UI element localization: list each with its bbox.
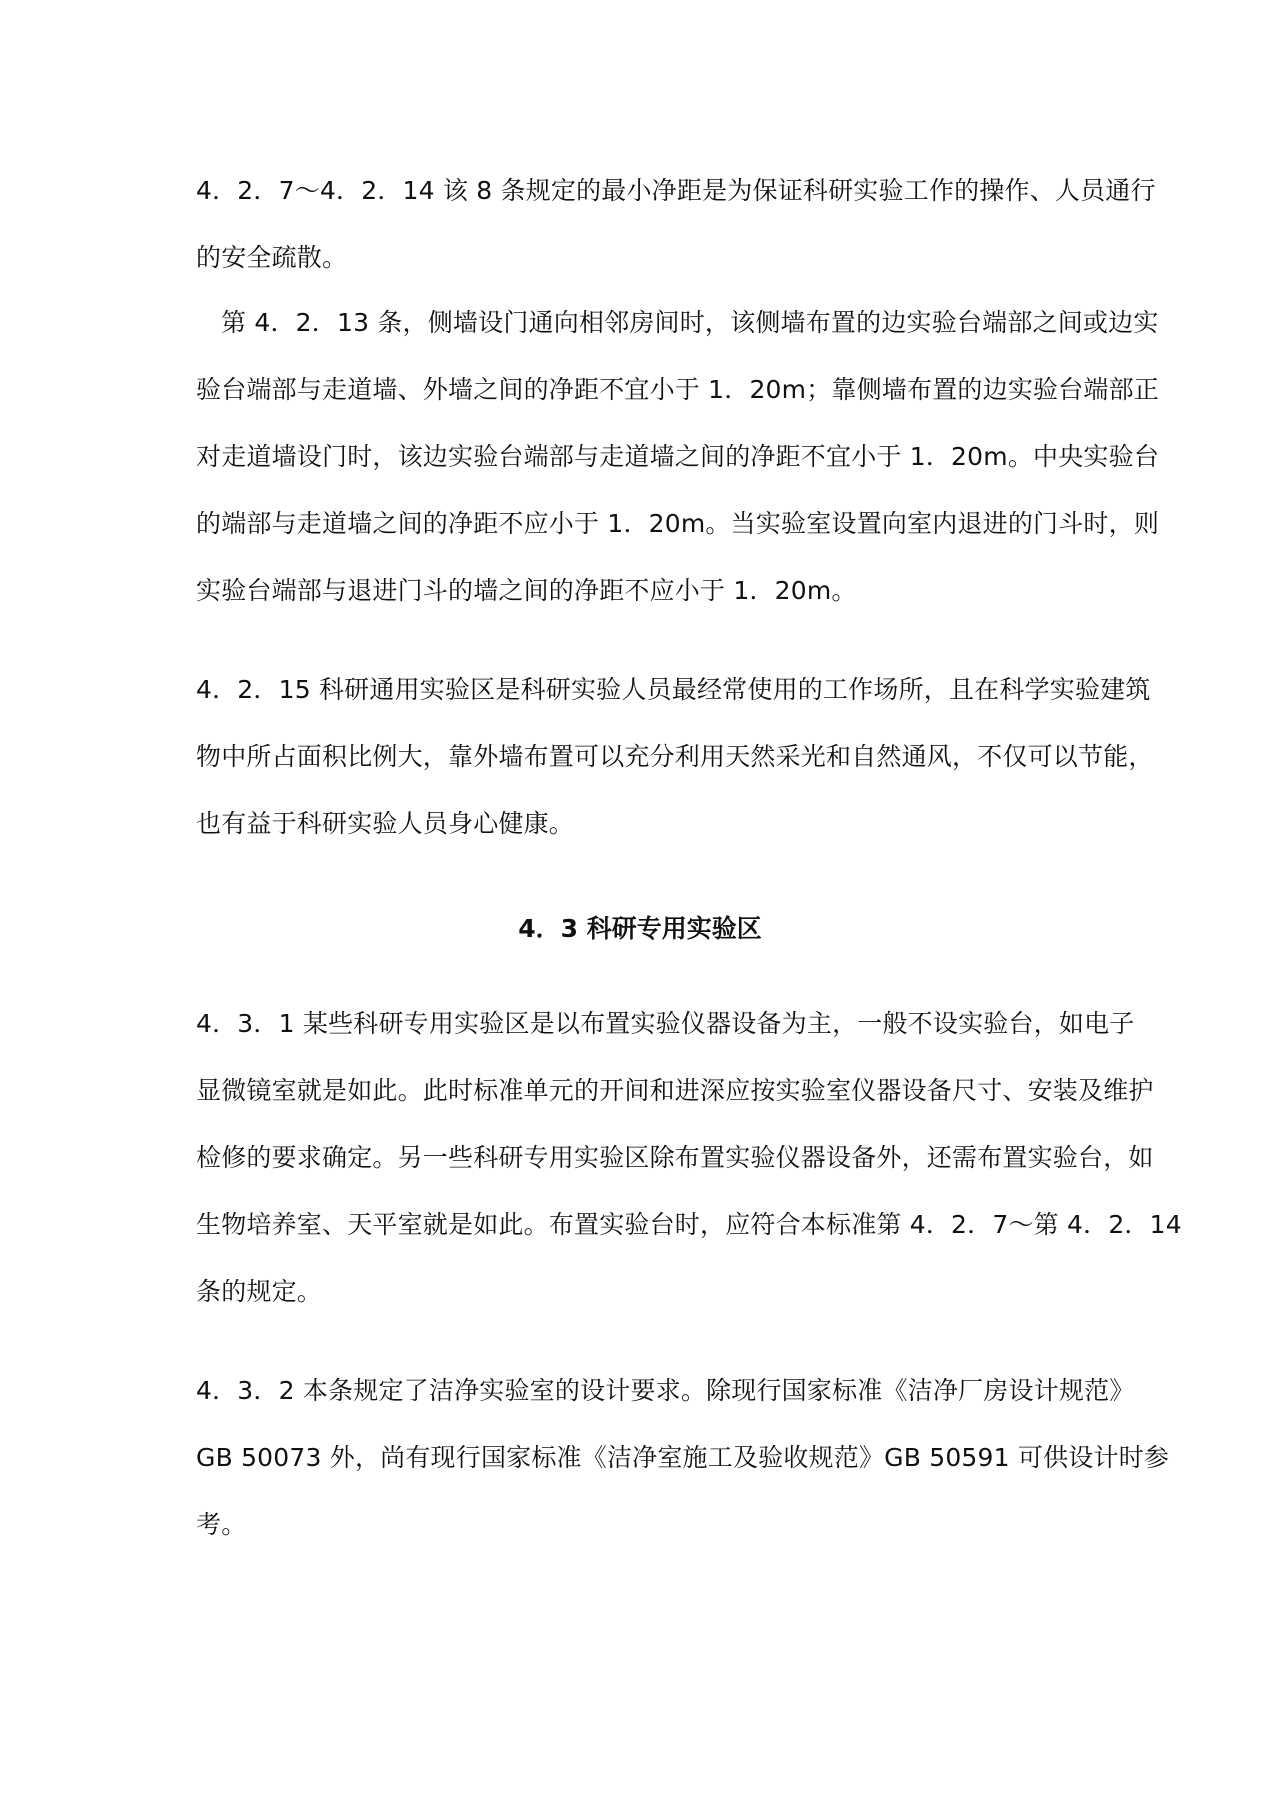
text-line: 验台端部与走道墙、外墙之间的净距不宜小于 1．20m；靠侧墙布置的边实验台端部正 (196, 375, 1160, 404)
text-line: GB 50073 外，尚有现行国家标准《洁净室施工及验收规范》GB 50591 可供设计时参 (196, 1443, 1170, 1472)
section-heading: 4．3 科研专用实验区 (518, 914, 762, 943)
paragraph-4-2-15 (196, 656, 1154, 857)
text-line: 4．2．15 科研通用实验区是科研实验人员最经常使用的工作场所，且在科学实验建筑 (196, 675, 1151, 704)
text-line: 实验台端部与退进门斗的墙之间的净距不应小于 1．20m。 (196, 576, 857, 605)
text-line: 条的规定。 (196, 1277, 323, 1306)
text-line: 也有益于科研实验人员身心健康。 (196, 809, 575, 838)
paragraph-4-3-2 (196, 1357, 1170, 1558)
paragraph-4-2-13 (196, 289, 1160, 624)
text-line: 4．3．2 本条规定了洁净实验室的设计要求。除现行国家标准《洁净厂房设计规范》 (196, 1376, 1135, 1405)
text-line: 检修的要求确定。另一些科研专用实验区除布置实验仪器设备外，还需布置实验台，如 (196, 1143, 1154, 1172)
text-line: 的端部与走道墙之间的净距不应小于 1．20m。当实验室设置向室内退进的门斗时，则 (196, 509, 1160, 538)
text-line: 4．2．7～4．2．14 该 8 条规定的最小净距是为保证科研实验工作的操作、人员通行 (196, 176, 1156, 205)
text-line: 显微镜室就是如此。此时标准单元的开间和进深应按实验室仪器设备尺寸、安装及维护 (196, 1076, 1154, 1105)
paragraph-4-3-1 (196, 990, 1182, 1325)
text-line: 对走道墙设门时，该边实验台端部与走道墙之间的净距不宜小于 1．20m。中央实验台 (196, 442, 1160, 471)
text-line: 考。 (196, 1510, 247, 1539)
paragraph-4-2-7 (196, 157, 1156, 291)
text-line: 物中所占面积比例大，靠外墙布置可以充分利用天然采光和自然通风，不仅可以节能， (196, 742, 1154, 771)
text-line: 第 4．2．13 条，侧墙设门通向相邻房间时，该侧墙布置的边实验台端部之间或边实 (221, 308, 1159, 337)
text-line: 4．3．1 某些科研专用实验区是以布置实验仪器设备为主，一般不设实验台，如电子 (196, 1009, 1135, 1038)
text-line: 生物培养室、天平室就是如此。布置实验台时，应符合本标准第 4．2．7～第 4．2．14 (196, 1210, 1182, 1239)
text-line: 的安全疏散。 (196, 243, 348, 272)
